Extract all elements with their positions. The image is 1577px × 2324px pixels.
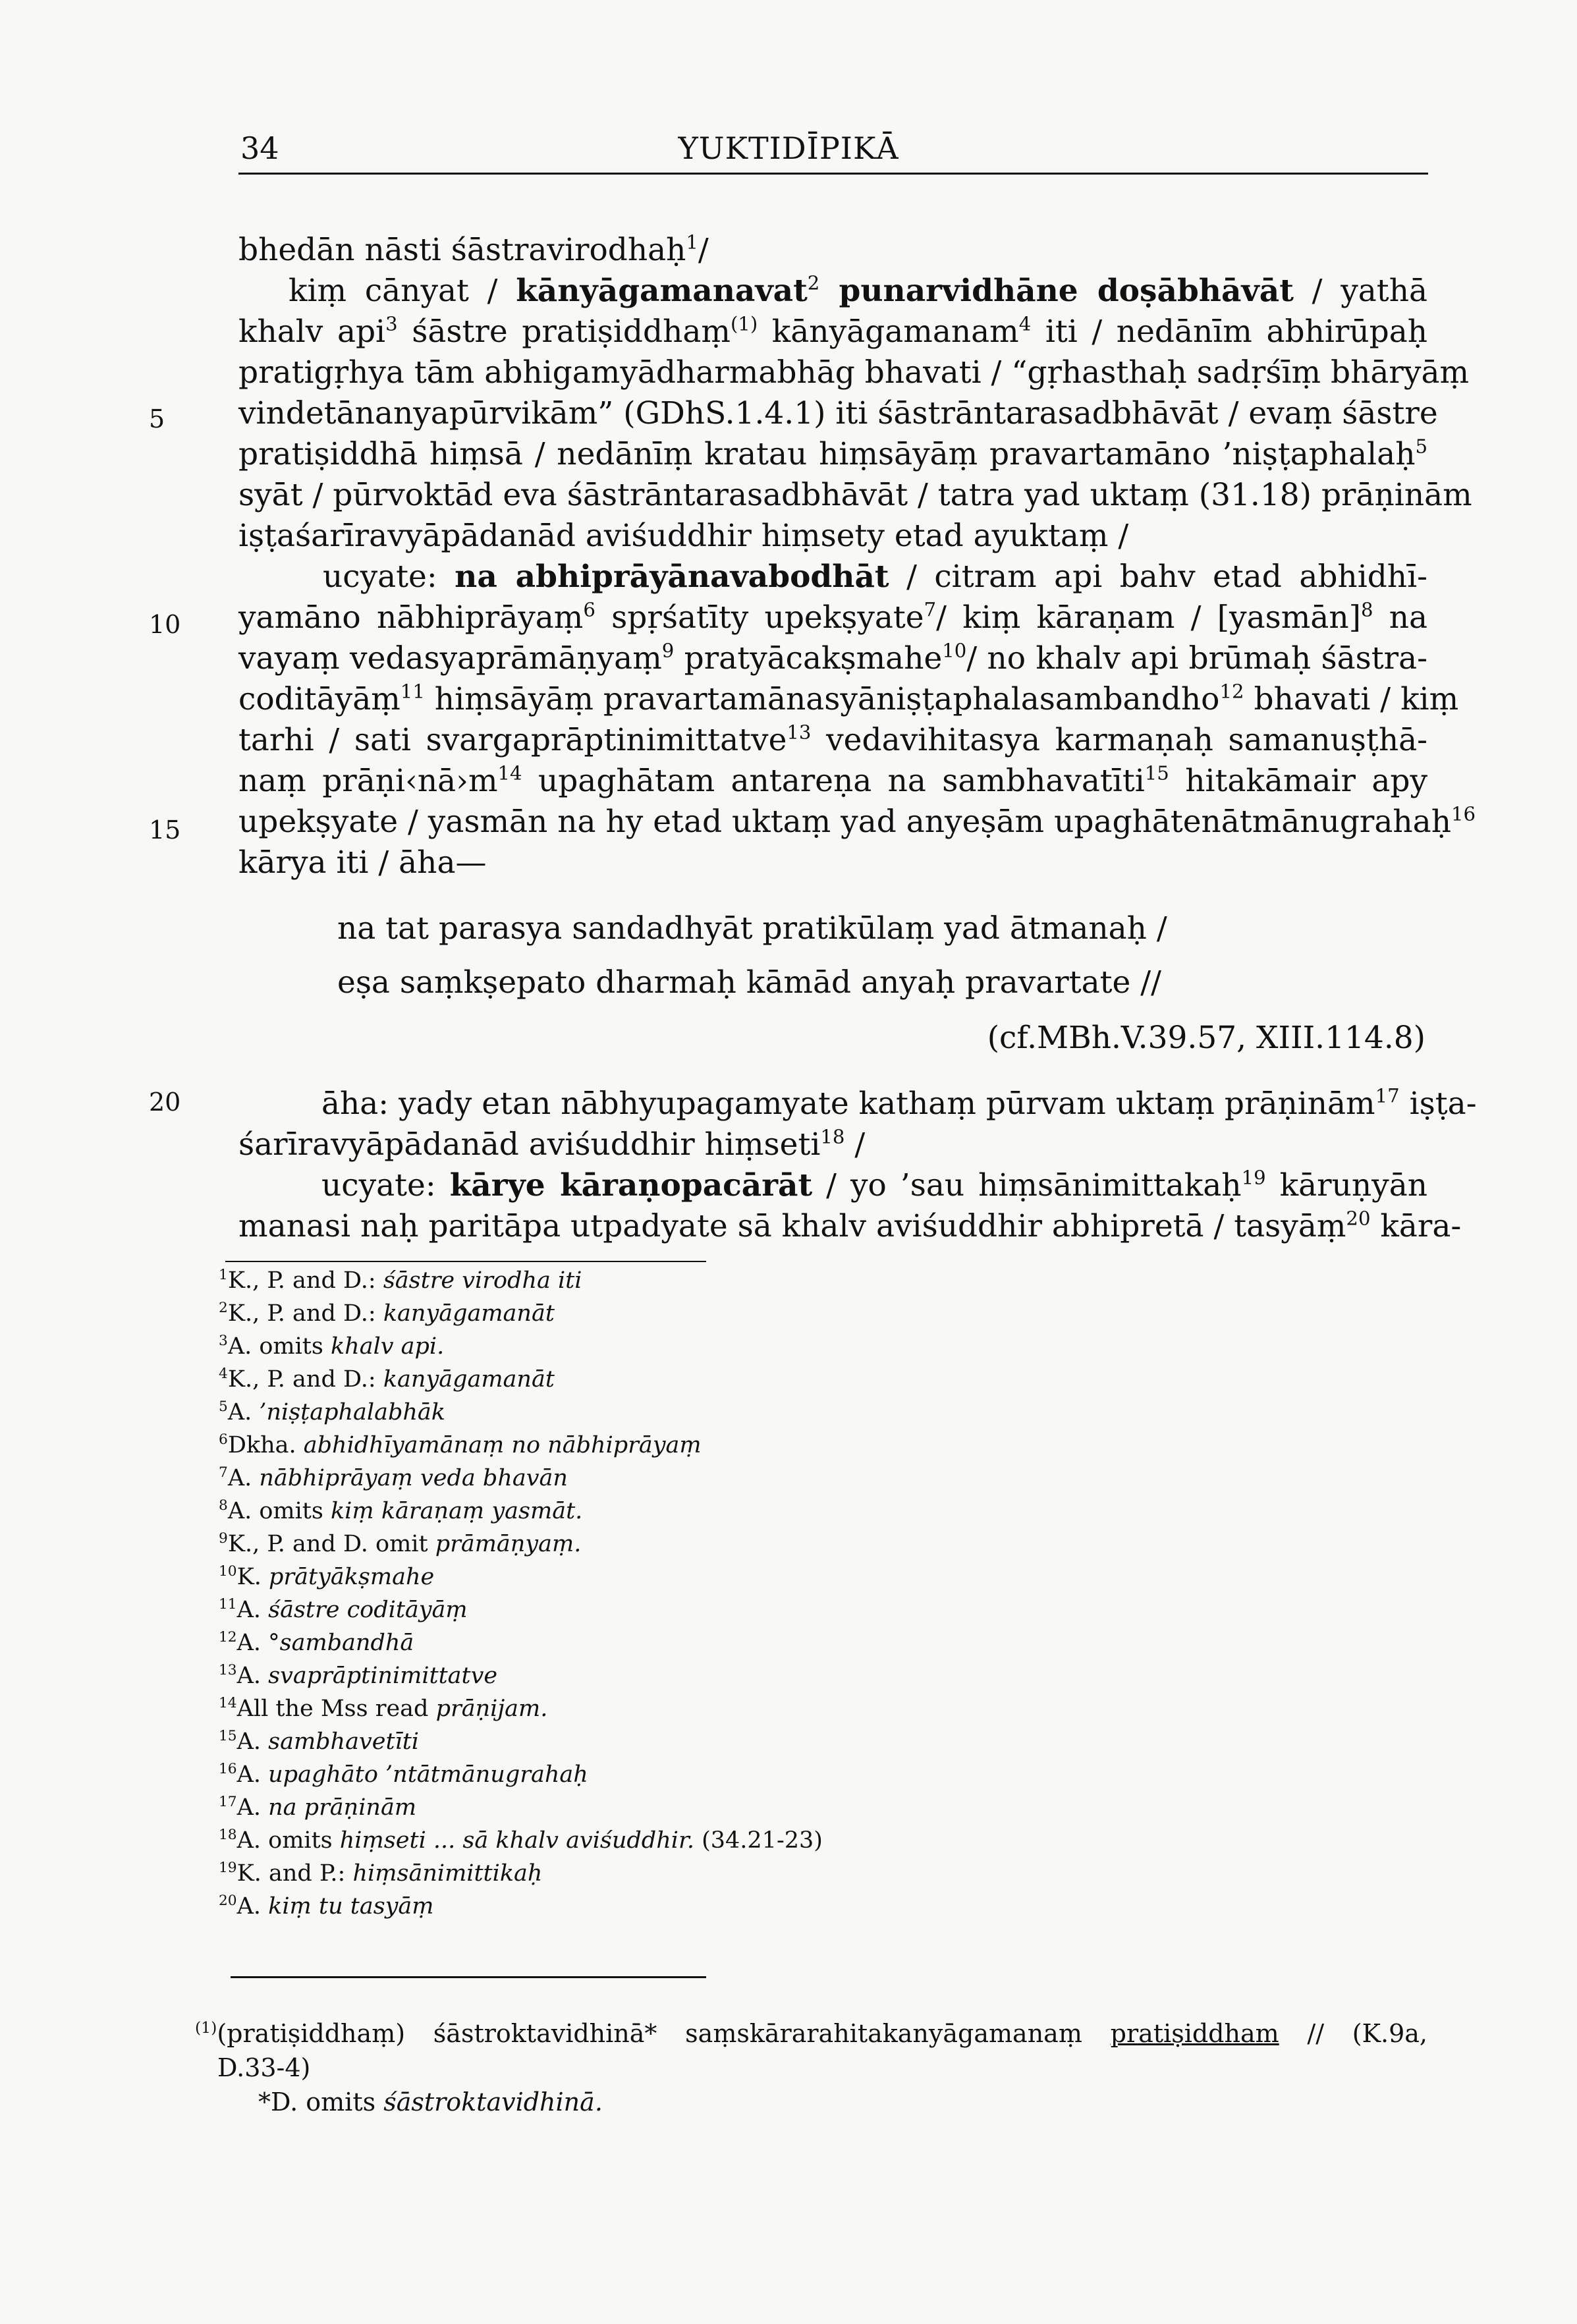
line-number-20: 20 <box>149 1088 181 1117</box>
text-line-5: vindetānanyapūrvikām” (GDhS.1.4.1) iti śāstrāntarasadbhāvāt / evaṃ śāstre <box>238 395 1438 431</box>
text-line-11: vayaṃ vedasyaprāmāṇyaṃ$^9$ pratyācakṣmahe$^{10}$/ no khalv api brūmaḥ śāstra- <box>238 639 1428 677</box>
text-line-4: pratigṛhya tām abhigamyādharmabhāg bhavati / “gṛhasthaḥ sadṛśīṃ bhāryāṃ <box>238 354 1470 391</box>
verse-reference: (cf.MBh.V.39.57, XIII.114.8) <box>987 1020 1425 1056</box>
text-line-9: ucyate: na abhiprāyānavabodhāt / citram api bahv etad abhidhī- <box>323 559 1427 595</box>
text-line-15: upekṣyate / yasmān na hy etad uktaṃ yad anyeṣām upaghātenātmānugrahaḥ$^{16}$ <box>238 802 1476 840</box>
running-head: YUKTIDĪPIKĀ <box>678 130 899 166</box>
line-number-5: 5 <box>149 404 165 433</box>
footnote-1: $^1$K., P. and D.: śāstre virodha iti <box>219 1266 582 1294</box>
footnote-19: $^{19}$K. and P.: hiṃsānimittikaḥ <box>219 1859 543 1887</box>
text-line-16: kārya iti / āha— <box>238 844 487 881</box>
footnote-17: $^{17}$A. na prāṇinām <box>219 1793 417 1821</box>
footnote-3: $^3$A. omits khalv api. <box>219 1332 445 1360</box>
text-line-2: kiṃ cānyat / kānyāgamanavat$^2$ punarvidhāne doṣābhāvāt / yathā <box>289 271 1427 309</box>
footnote-6: $^6$Dkha. abhidhīyamānaṃ no nābhiprāyaṃ <box>219 1431 702 1458</box>
text-line-10: yamāno nābhiprāyaṃ$^6$ spṛśatīty upekṣyate$^7$/ kiṃ kāraṇam / [yasmān]$^8$ na <box>238 598 1428 636</box>
text-line-8: iṣṭaśarīravyāpādanād aviśuddhir hiṃsety etad ayuktaṃ / <box>238 518 1129 554</box>
footnote-11: $^{11}$A. śāstre coditāyāṃ <box>219 1595 468 1623</box>
footnote-10: $^{10}$K. prātyākṣmahe <box>219 1563 435 1590</box>
footnote-rule <box>225 1261 706 1262</box>
text-line-1: bhedān nāsti śāstravirodhaḥ$^1$/ <box>238 231 709 268</box>
text-line-7: syāt / pūrvoktād eva śāstrāntarasadbhāvāt / tatra yad uktaṃ (31.18) prāṇinām <box>238 477 1472 513</box>
footnote-5: $^5$A. ’niṣṭaphalabhāk <box>219 1398 445 1425</box>
text-line-23: manasi naḥ paritāpa utpadyate sā khalv aviśuddhir abhipretā / tasyāṃ$^{20}$ kāra- <box>238 1207 1462 1244</box>
line-number-15: 15 <box>149 816 181 844</box>
footnote-7: $^7$A. nābhiprāyaṃ veda bhavān <box>219 1464 568 1491</box>
text-line-14: naṃ $prāṇi‹nā›m^{14}$ upaghātam antareṇa na sambhavatīti$^{15}$ hitakāmair apy <box>238 761 1427 799</box>
footnote-20: $^{20}$A. kiṃ tu tasyāṃ <box>219 1892 434 1920</box>
text-line-22: ucyate: kārye kāraṇopacārāt / yo ’sau hiṃsānimittakaḥ$^{19}$ kāruṇyān <box>321 1166 1427 1204</box>
text-line-21: śarīravyāpādanād aviśuddhir hiṃseti$^{18}$ / <box>238 1125 866 1163</box>
footnote-12: $^{12}$A. °sambandhā <box>219 1628 414 1656</box>
footnote-16: $^{16}$A. upaghāto ’ntātmānugrahaḥ <box>219 1760 588 1788</box>
footnote-18: $^{18}$A. omits hiṃseti ... sā khalv aviśuddhir. (34.21-23) <box>219 1826 823 1854</box>
text-line-6: pratiṣiddhā hiṃsā / nedānīṃ kratau hiṃsāyāṃ pravartamāno ’niṣṭaphalaḥ$^5$ <box>238 435 1427 472</box>
page-number: 34 <box>240 130 279 166</box>
footnote-14: $^{14}$All the Mss read prāṇijam. <box>219 1694 548 1722</box>
critical-note-rule <box>231 1976 706 1978</box>
verse-line-2: eṣa saṃkṣepato dharmaḥ kāmād anyaḥ pravartate // <box>337 964 1161 1001</box>
text-line-13: tarhi / sati svargaprāptinimittatve$^{13}$ vedavihitasya karmaṇaḥ samanuṣṭhā- <box>238 721 1427 758</box>
footnote-2: $^2$K., P. and D.: kanyāgamanāt <box>219 1299 555 1327</box>
footnote-15: $^{15}$A. sambhavetīti <box>219 1727 419 1755</box>
line-number-10: 10 <box>149 610 181 639</box>
header-rule <box>238 173 1428 175</box>
text-line-3: khalv api$^3$ śāstre pratiṣiddhaṃ$^{(1)}$ kānyāgamanam$^4$ iti / nedānīm abhirūpaḥ <box>238 312 1427 350</box>
text-line-20: āha: yady etan nābhyupagamyate kathaṃ pūrvam uktaṃ prāṇinām$^{17}$ iṣṭa- <box>321 1084 1477 1122</box>
critical-note-line-1: $^{(1)}$(pratiṣiddhaṃ) śāstroktavidhinā* saṃskārarahitakanyāgamanaṃ pratiṣiddham // (K.9a, <box>195 2018 1427 2048</box>
footnote-9: $^9$K., P. and D. omit prāmāṇyaṃ. <box>219 1530 582 1557</box>
critical-note-star: *D. omits śāstroktavidhinā. <box>258 2088 603 2116</box>
text-line-12: coditāyāṃ$^{11}$ hiṃsāyāṃ pravartamānasyāniṣṭaphalasambandho$^{12}$ bhavati / kiṃ <box>238 680 1459 717</box>
footnote-4: $^4$K., P. and D.: kanyāgamanāt <box>219 1365 555 1393</box>
critical-note-line-2: D.33-4) <box>217 2053 311 2082</box>
footnote-13: $^{13}$A. svaprāptinimittatve <box>219 1661 498 1689</box>
footnote-8: $^8$A. omits kiṃ kāraṇaṃ yasmāt. <box>219 1497 583 1524</box>
verse-line-1: na tat parasya sandadhyāt pratikūlaṃ yad ātmanaḥ / <box>337 910 1167 947</box>
